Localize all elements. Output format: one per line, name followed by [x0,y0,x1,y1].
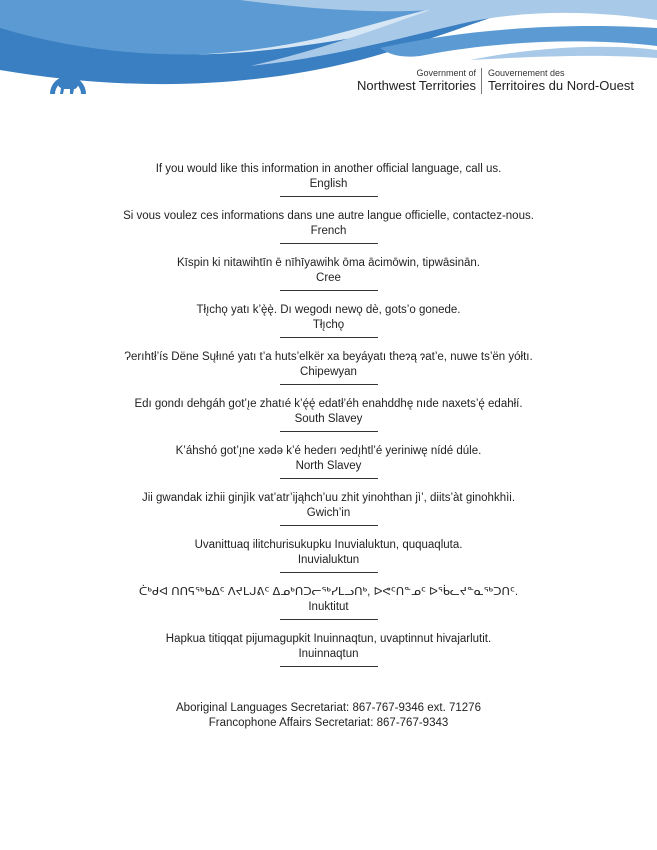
contact-aboriginal-languages: Aboriginal Languages Secretariat: 867-767-9346 ext. 71276 [176,702,481,714]
language-notice-list [0,162,657,679]
divider-rule [280,525,378,526]
government-wordmark-english [357,68,476,93]
gov-en-small: Government of [416,68,476,78]
language-name: French [310,225,347,237]
divider-rule [280,619,378,620]
divider-rule [280,337,378,338]
language-name: South Slavey [294,413,363,425]
language-message: Edı gondı dehgáh got’ı̨e zhatıé k’ę́ę́ edatł’éh enahddhę nıde naxets’ę́ edahłí. [134,398,523,410]
language-message: If you would like this information in another official language, call us. [155,163,502,175]
government-wordmark-french [488,68,634,93]
language-name: Inuktitut [308,601,349,613]
divider-rule [280,384,378,385]
language-block-french [0,209,657,256]
divider-rule [280,572,378,573]
language-block-inuktitut [0,585,657,632]
language-block-north-slavey [0,444,657,491]
contact-info [0,701,657,731]
divider-rule [280,243,378,244]
language-message: ᑖᒃᑯᐊ ᑎᑎᕋᖅᑲᐃᑦ ᐱᔪᒪᒍᕕᑦ ᐃᓄᒃᑎᑐᓕᕐᒃᓯᒪᓗᑎᒃ, ᐅᕙᑦᑎᓐᓄᑦ ᐅᖄᓚᔪᓐᓇᖅᑐᑎᑦ. [138,586,519,598]
divider-rule [280,431,378,432]
language-message: Jii gwandak izhii ginjìk vat’atr’ijąhch’uu zhit yinohthan jì’, diits’àt ginohkhìi. [141,492,516,504]
gov-en-big: Northwest Territories [357,78,476,93]
language-name: Cree [316,272,341,284]
gov-fr-small: Gouvernement des [488,68,565,78]
language-message: K’áhshó got’ı̨ne xǝdǝ k’é hederı ɂedı̨htl’é yeriniwę nídé dúle. [175,445,482,457]
language-name: North Slavey [295,460,362,472]
language-message: Hapkua titiqqat pijumagupkit Inuinnaqtun, uvaptinnut hivajarlutit. [165,633,492,645]
wordmark-divider [481,68,482,94]
language-name: Inuinnaqtun [298,648,359,660]
language-message: Kīspin ki nitawihtīn ē nīhīyawihk ōma ācimōwin, tipwāsinān. [177,257,480,269]
language-block-chipewyan [0,350,657,397]
language-block-inuinnaqtun [0,632,657,679]
language-name: Gwich’in [306,507,351,519]
language-block-inuvialuktun [0,538,657,585]
language-block-gwichin [0,491,657,538]
language-message: Tłı̨chǫ yatı k’ę̀ę̀. Dı wegodı newǫ dè, gots’o gonede. [196,304,461,316]
language-name: Inuvialuktun [297,554,360,566]
language-block-cree [0,256,657,303]
language-block-tlicho [0,303,657,350]
header-wave-banner [0,0,657,110]
gov-fr-big: Territoires du Nord-Ouest [488,78,634,93]
language-message: Si vous voulez ces informations dans une autre langue officielle, contactez-nous. [123,210,534,222]
language-name: Chipewyan [300,366,357,378]
language-name: Tłı̨chǫ [312,319,345,331]
divider-rule [280,478,378,479]
divider-rule [280,666,378,667]
language-block-south-slavey [0,397,657,444]
language-block-english [0,162,657,209]
nwt-polar-bear-logo [46,58,90,98]
language-message: Ɂerıhtł’ís Dëne Sųłıné yatı t’a huts’elkër xa beyáyatı theɂą ɂat’e, nuwe ts’ën yółtı. [124,351,533,363]
divider-rule [280,290,378,291]
language-name: English [309,178,348,190]
contact-francophone-affairs: Francophone Affairs Secretariat: 867-767-9343 [208,717,449,729]
divider-rule [280,196,378,197]
language-message: Uvanittuaq ilitchurisukupku Inuvialuktun, ququaqluta. [194,539,463,551]
